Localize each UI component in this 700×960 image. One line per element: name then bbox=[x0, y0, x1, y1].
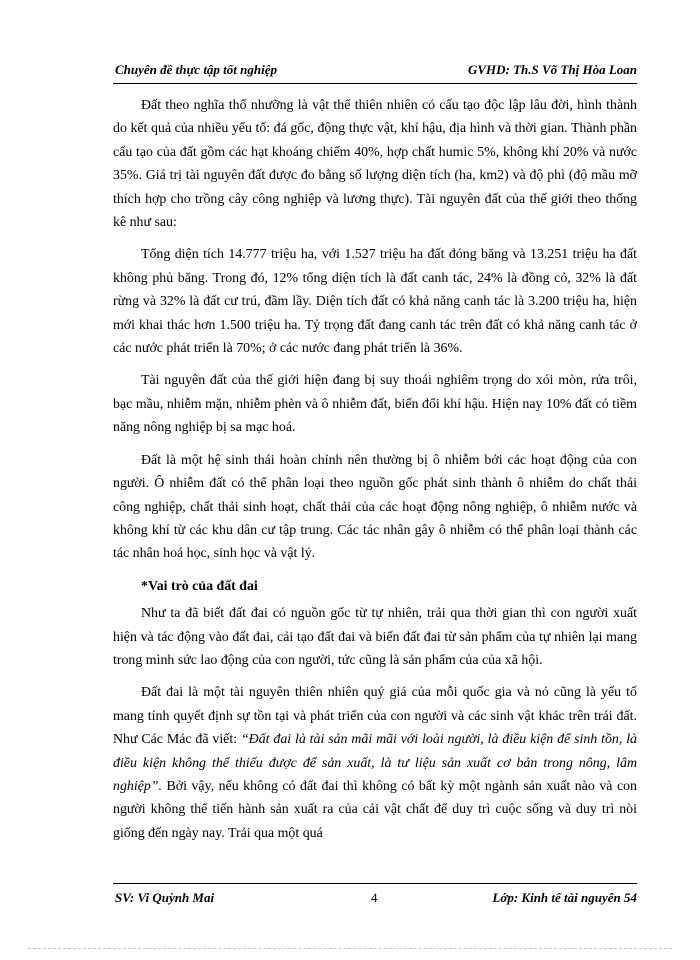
footer-class: Lớp: Kinh tế tài nguyên 54 bbox=[492, 890, 637, 905]
marx-quote: “Đất đai là tài sản mãi mãi với loài người, là điều kiện để sinh tồn, là điều kiện không thể thiếu được để sản xuất, là tư liệu sản xuất cơ bản trong nông, lâm nghiệp”. bbox=[113, 732, 638, 794]
header-rule bbox=[113, 83, 637, 84]
section-heading: *Vai trò của đất đai bbox=[141, 578, 258, 594]
page-header bbox=[113, 60, 637, 82]
paragraph: Đất là một hệ sinh thái hoàn chỉnh nên thường bị ô nhiễm bởi các hoạt động của con người. Ô nhiễm đất có thể phân loại theo nguồn gốc phát sinh thành ô nhiễm do chất thải công nghiệp, chất thải sinh hoạt, chất thải của các hoạt động nông nghiệp, ô nhiễm nước và không khí từ các khu dân cư tập trung. Các tác nhân gây ô nhiễm có thể phân loại thành các tác nhân hoá học, sinh học và vật lý. bbox=[113, 452, 637, 562]
footer-rule bbox=[113, 883, 637, 884]
page-boundary bbox=[28, 948, 672, 949]
paragraph: Đất theo nghĩa thổ nhưỡng là vật thể thiên nhiên có cấu tạo độc lập lâu đời, hình thành do kết quả của nhiều yếu tố: đá gốc, động thực vật, khí hậu, địa hình và thời gian. Thành phần cấu tạo của đất gồm các hạt khoáng chiếm 40%, hợp chất humic 5%, không khí 20% và nước 35%. Giá trị tài nguyên đất được đo bằng số lượng diện tích (ha, km2) và độ phì (độ mầu mỡ thích hợp cho trồng cây công nghiệp và lương thực). Tài nguyên đất của thế giới theo thống kê như sau: bbox=[113, 98, 637, 231]
paragraph: Như ta đã biết đất đai có nguồn gốc từ tự nhiên, trải qua thời gian thì con người xuất hiện và tác động vào đất đai, cải tạo đất đai và biến đất đai từ sản phẩm của tự nhiên lại mang trong mình sức lao động của con người, tức cũng là sản phẩm của của xã hội. bbox=[113, 606, 637, 668]
footer-student: SV: Vi Quỳnh Mai bbox=[115, 890, 215, 905]
paragraph bbox=[113, 681, 637, 845]
paragraph: Tổng diện tích 14.777 triệu ha, với 1.527 triệu ha đất đóng băng và 13.251 triệu ha đất không phủ băng. Trong đó, 12% tổng diện tích là đất canh tác, 24% là đồng cỏ, 32% là đất rừng và 32% là đất cư trú, đầm lầy. Diện tích đất có khả năng canh tác là 3.200 triệu ha, hiện mới khai thác hơn 1.500 triệu ha. Tỷ trọng đất đang canh tác trên đất có khả năng canh tác ở các nước phát triển là 70%; ở các nước đang phát triển là 36%. bbox=[113, 247, 637, 357]
page-footer bbox=[113, 888, 637, 910]
paragraph-text: Đất đai là một tài nguyên thiên nhiên quý giá của mỗi quốc gia và nó cũng là yếu tố mang tính quyết định sự tồn tại và phát triển của con người và các sinh vật khác trên trái đất. Như Các Mác đã viết: bbox=[113, 685, 637, 748]
paragraph-text: Bởi vậy, nếu không có đất đai thì không có bất kỳ một ngành sản xuất nào và con người không thể tiến hành sản xuất ra của cải vật chất để duy trì cuộc sống và duy trì nòi giống đến ngày nay. Trải qua một quá bbox=[113, 778, 637, 841]
header-advisor: GVHD: Th.S Võ Thị Hòa Loan bbox=[467, 62, 637, 77]
header-title: Chuyên đề thực tập tốt nghiệp bbox=[115, 62, 277, 77]
paragraph: Tài nguyên đất của thế giới hiện đang bị suy thoái nghiêm trọng do xói mòn, rửa trôi, bạc mầu, nhiễm mặn, nhiễm phèn và ô nhiễm đất, biến đổi khí hậu. Hiện nay 10% đất có tiềm năng nông nghiệp bị sa mạc hoá. bbox=[113, 373, 637, 436]
document-body bbox=[113, 94, 637, 854]
page-number: 4 bbox=[371, 890, 378, 905]
